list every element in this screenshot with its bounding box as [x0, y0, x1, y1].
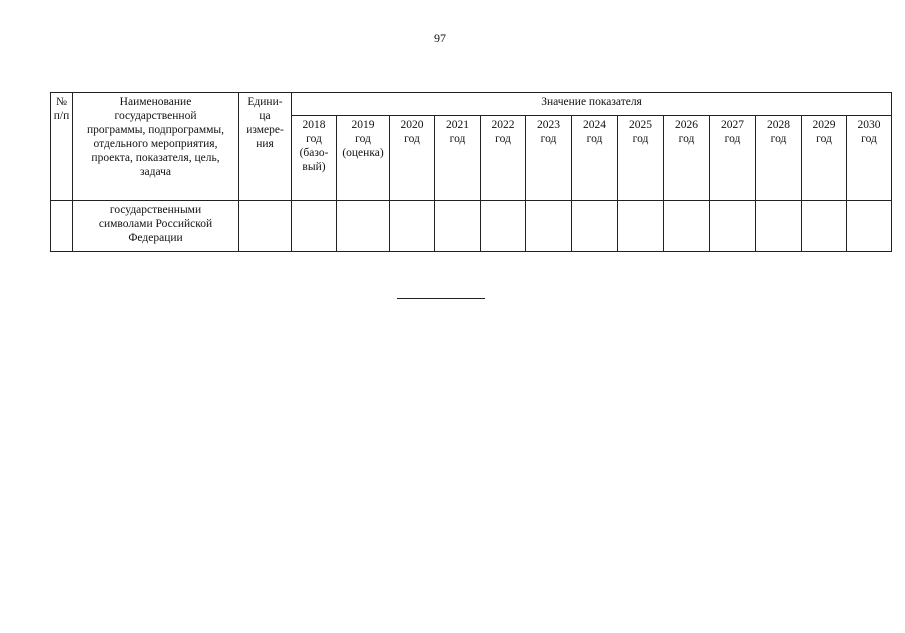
header-year-2018: 2018 год (базо- вый) [292, 116, 337, 201]
value-cell-2019 [337, 201, 390, 252]
header-indicator-value: Значение показателя [292, 93, 892, 116]
value-cell-2026 [664, 201, 710, 252]
value-cell-2021 [435, 201, 481, 252]
value-cell-2024 [572, 201, 618, 252]
header-year-2024: 2024 год [572, 116, 618, 201]
header-row-top [51, 93, 892, 116]
row-name-cell: государственными символами Российской Федерации [73, 201, 239, 252]
table-row [51, 201, 892, 252]
value-cell-2020 [390, 201, 435, 252]
value-cell-2023 [526, 201, 572, 252]
value-cell-2027 [710, 201, 756, 252]
header-year-2027: 2027 год [710, 116, 756, 201]
value-cell-2018 [292, 201, 337, 252]
header-unit: Едини- ца измере- ния [239, 93, 292, 201]
header-year-2021: 2021 год [435, 116, 481, 201]
value-cell-2022 [481, 201, 526, 252]
value-cell-2030 [847, 201, 892, 252]
indicators-table [50, 92, 892, 252]
page-number: 97 [434, 31, 446, 45]
header-year-2028: 2028 год [756, 116, 802, 201]
value-cell-2025 [618, 201, 664, 252]
header-name: Наименование государственной программы, подпрограммы, отдельного мероприятия, проекта, показателя, цель, задача [73, 93, 239, 201]
header-year-2022: 2022 год [481, 116, 526, 201]
header-year-2025: 2025 год [618, 116, 664, 201]
header-year-2026: 2026 год [664, 116, 710, 201]
footer-rule [397, 298, 485, 299]
value-cell-2029 [802, 201, 847, 252]
header-year-2019: 2019 год (оценка) [337, 116, 390, 201]
header-number: № п/п [51, 93, 73, 201]
row-number-cell [51, 201, 73, 252]
row-unit-cell [239, 201, 292, 252]
header-year-2029: 2029 год [802, 116, 847, 201]
header-year-2023: 2023 год [526, 116, 572, 201]
header-year-2030: 2030 год [847, 116, 892, 201]
header-year-2020: 2020 год [390, 116, 435, 201]
value-cell-2028 [756, 201, 802, 252]
